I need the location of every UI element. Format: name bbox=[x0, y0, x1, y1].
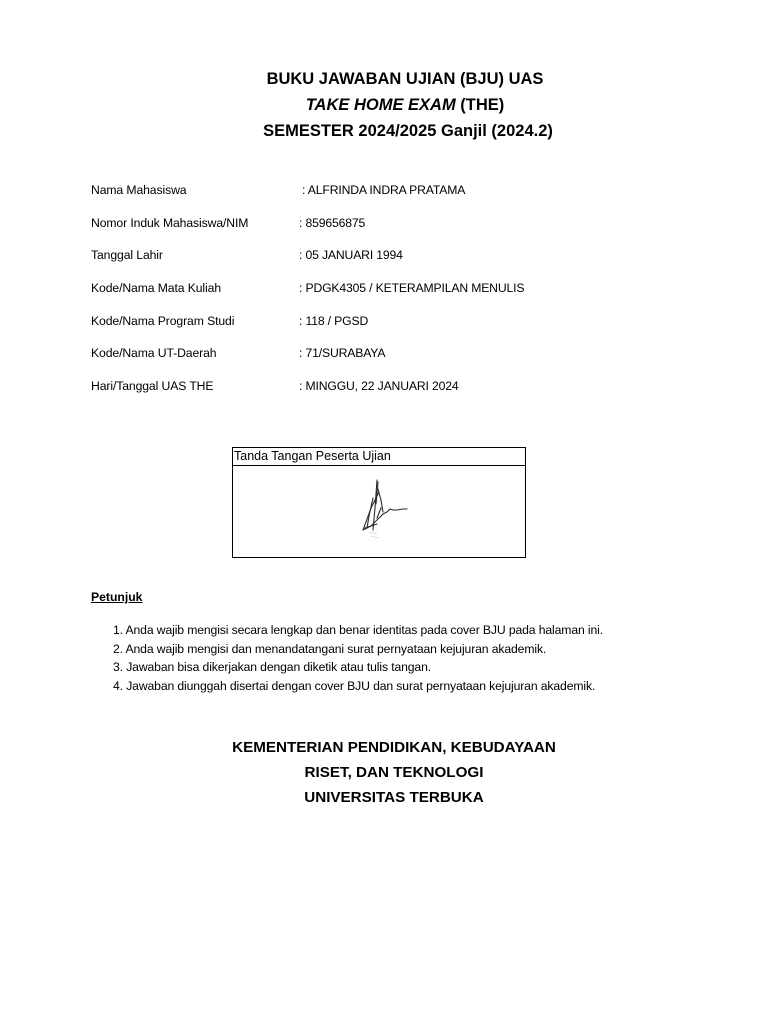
instructions-title: Petunjuk bbox=[91, 590, 143, 604]
signature-box-header: Tanda Tangan Peserta Ujian bbox=[233, 448, 525, 466]
identity-value: : 71/SURABAYA bbox=[299, 346, 386, 361]
identity-value: : 05 JANUARI 1994 bbox=[299, 248, 403, 263]
instruction-item: 3. Jawaban bisa dikerjakan dengan diketik atau tulis tangan. bbox=[113, 660, 432, 675]
identity-value: : MINGGU, 22 JANUARI 2024 bbox=[299, 379, 459, 394]
identity-label: Nomor Induk Mahasiswa/NIM bbox=[91, 215, 249, 230]
identity-label: Nama Mahasiswa bbox=[91, 183, 187, 197]
identity-label: Kode/Nama Mata Kuliah bbox=[91, 281, 222, 296]
identity-label: Hari/Tanggal UAS THE bbox=[91, 379, 214, 394]
instruction-item: 4. Jawaban diunggah disertai dengan cover BJU dan surat pernyataan kejujuran akademik. bbox=[113, 678, 596, 693]
title-line-2-rest: (THE) bbox=[455, 96, 505, 114]
document-title bbox=[0, 66, 768, 144]
institution-footer bbox=[0, 735, 768, 810]
instruction-item: 2. Anda wajib mengisi dan menandatangani surat pernyataan kejujuran akademik. bbox=[113, 641, 547, 656]
title-line-2 bbox=[0, 92, 768, 118]
handwritten-signature bbox=[357, 478, 411, 542]
instructions-list bbox=[113, 621, 603, 695]
footer-line-2: RISET, DAN TEKNOLOGI bbox=[304, 764, 484, 781]
footer-line-1: KEMENTERIAN PENDIDIKAN, KEBUDAYAAN bbox=[232, 739, 556, 756]
footer-line-3: UNIVERSITAS TERBUKA bbox=[304, 789, 484, 806]
title-line-3: SEMESTER 2024/2025 Ganjil (2024.2) bbox=[263, 122, 553, 140]
title-italic-text: TAKE HOME EXAM bbox=[305, 96, 456, 114]
identity-value: : 859656875 bbox=[299, 215, 366, 230]
signature-box bbox=[232, 447, 526, 558]
identity-label: Tanggal Lahir bbox=[91, 248, 163, 263]
title-line-1: BUKU JAWABAN UJIAN (BJU) UAS bbox=[266, 70, 544, 88]
identity-value: : ALFRINDA INDRA PRATAMA bbox=[302, 183, 466, 197]
identity-value: : 118 / PGSD bbox=[299, 313, 369, 328]
identity-value: : PDGK4305 / KETERAMPILAN MENULIS bbox=[299, 281, 525, 296]
identity-label: Kode/Nama UT-Daerah bbox=[91, 346, 217, 361]
identity-label: Kode/Nama Program Studi bbox=[91, 313, 235, 328]
instruction-item: 1. Anda wajib mengisi secara lengkap dan benar identitas pada cover BJU pada halaman ini. bbox=[113, 623, 604, 637]
